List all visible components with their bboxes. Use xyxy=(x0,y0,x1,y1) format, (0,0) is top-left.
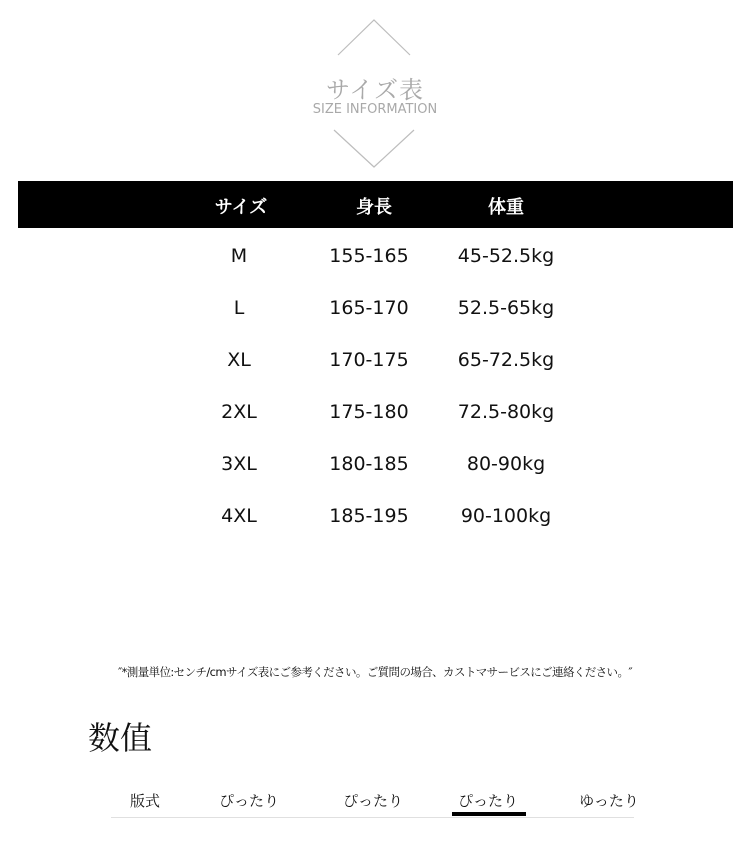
fit-option: ゆったり xyxy=(579,792,639,810)
size-cell: M xyxy=(230,245,248,267)
weight-cell: 52.5-65kg xyxy=(457,297,555,319)
table-row xyxy=(0,297,750,327)
size-cell: L xyxy=(233,297,245,319)
table-row xyxy=(0,349,750,379)
column-header-size: サイズ xyxy=(214,197,268,218)
table-row xyxy=(0,401,750,431)
height-cell: 185-195 xyxy=(329,505,409,527)
weight-cell: 45-52.5kg xyxy=(457,245,555,267)
height-cell: 165-170 xyxy=(329,297,409,319)
weight-cell: 80-90kg xyxy=(466,453,546,475)
fit-row xyxy=(0,790,750,818)
height-cell: 170-175 xyxy=(329,349,409,371)
measurement-note: ″*測量単位:センチ/cmサイズ表にご参考ください。ご質問の場合、カストマサービスにご連絡ください。″ xyxy=(117,665,633,679)
weight-cell: 65-72.5kg xyxy=(457,349,555,371)
column-header-weight: 体重 xyxy=(488,197,524,218)
height-cell: 155-165 xyxy=(329,245,409,267)
fit-option: ぴったり xyxy=(218,792,279,810)
fit-scale-line xyxy=(111,817,634,818)
fit-label: 版式 xyxy=(129,792,160,810)
size-chart-title: サイズ表 xyxy=(325,76,425,104)
height-cell: 175-180 xyxy=(329,401,409,423)
height-cell: 180-185 xyxy=(329,453,409,475)
fit-option: ぴったり xyxy=(342,792,403,810)
table-row xyxy=(0,453,750,483)
fit-selected-indicator xyxy=(452,812,526,816)
column-header-height: 身長 xyxy=(356,197,392,218)
size-cell: 3XL xyxy=(221,453,257,475)
weight-cell: 72.5-80kg xyxy=(457,401,555,423)
weight-cell: 90-100kg xyxy=(460,505,552,527)
size-chart-subtitle: SIZE INFORMATION xyxy=(312,102,438,117)
fit-option-selected: ぴったり xyxy=(457,792,518,810)
size-cell: XL xyxy=(227,349,251,371)
table-row xyxy=(0,505,750,535)
table-row xyxy=(0,245,750,275)
section-title: 数值 xyxy=(88,719,153,757)
size-cell: 2XL xyxy=(221,401,257,423)
size-cell: 4XL xyxy=(221,505,257,527)
